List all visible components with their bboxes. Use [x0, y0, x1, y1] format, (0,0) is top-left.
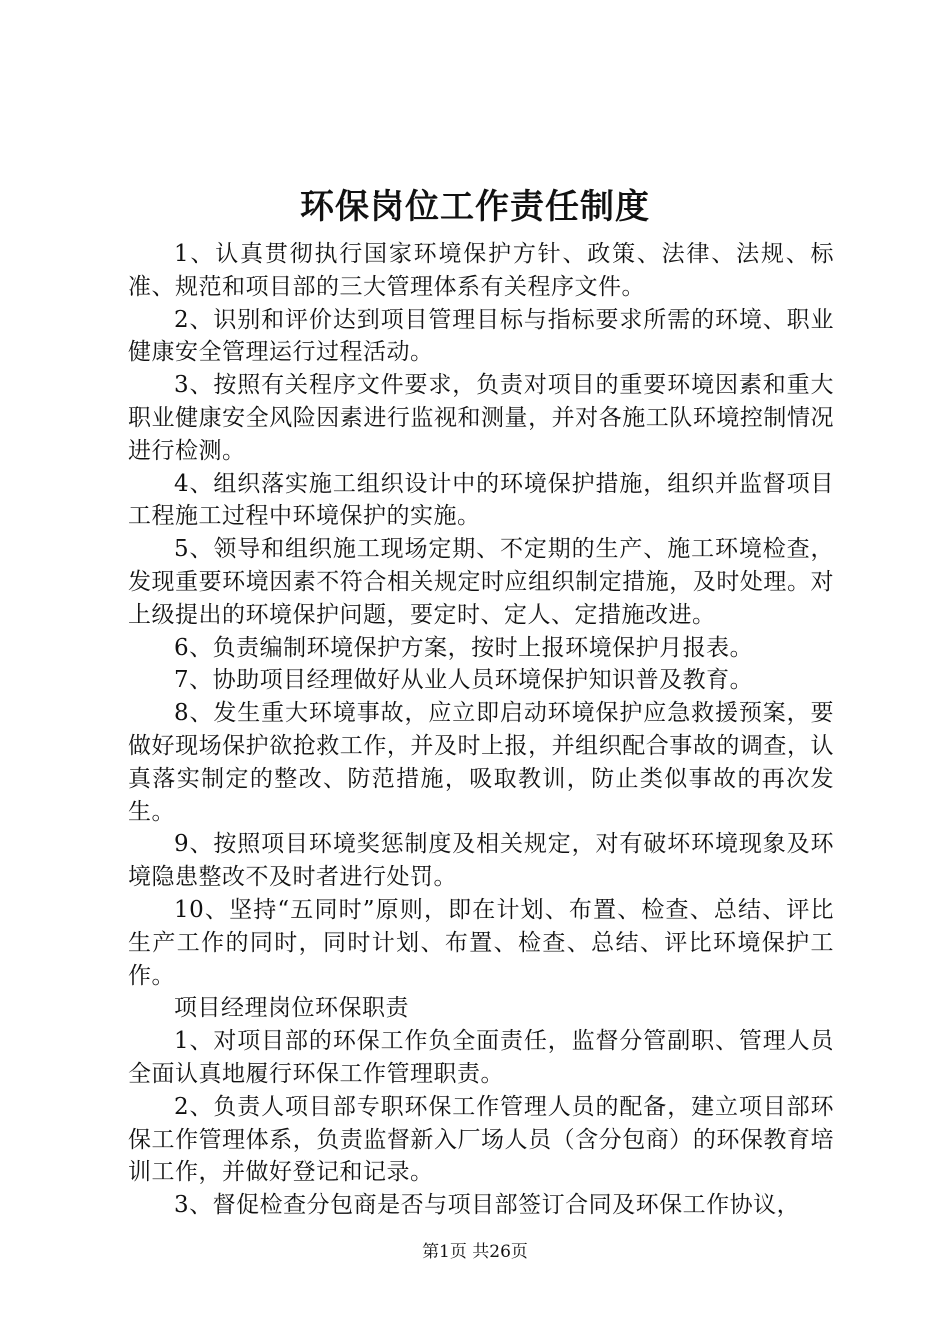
paragraph-6: 6、负责编制环境保护方案，按时上报环境保护月报表。 [174, 634, 754, 661]
paragraph-2: 2、识别和评价达到项目管理目标与指标要求所需的环境、职业健康安全管理运行过程活动。 [128, 306, 834, 366]
paragraph-1: 1、认真贯彻执行国家环境保护方针、政策、法律、法规、标准、规范和项目部的三大管理体系有关程序文件。 [128, 241, 834, 300]
paragraph-4: 4、组织落实施工组织设计中的环境保护措施，组织并监督项目工程施工过程中环境保护的实施。 [128, 470, 834, 530]
paragraph-5: 5、领导和组织施工现场定期、不定期的生产、施工环境检查，发现重要环境因素不符合相关规定时应组织制定措施，及时处理。对上级提出的环境保护问题，要定时、定人、定措施改进。 [128, 536, 834, 628]
document-title: 环保岗位工作责任制度 [300, 187, 650, 227]
paragraph-10: 10、坚持“五同时”原则，即在计划、布置、检查、总结、评比生产工作的同时，同时计划、布置、检查、总结、评比环境保护工作。 [128, 896, 834, 989]
paragraph-3: 3、按照有关程序文件要求，负责对项目的重要环境因素和重大职业健康安全风险因素进行监视和测量，并对各施工队环境控制情况进行检测。 [128, 372, 834, 464]
paragraph-9: 9、按照项目环境奖惩制度及相关规定，对有破坏环境现象及环境隐患整改不及时者进行处罚。 [128, 831, 834, 891]
page-number-footer: 第1页 共26页 [422, 1242, 528, 1262]
section-heading: 项目经理岗位环保职责 [174, 995, 409, 1022]
paragraph-13: 3、督促检查分包商是否与项目部签订合同及环保工作协议， [174, 1192, 801, 1219]
paragraph-11: 1、对项目部的环保工作负全面责任，监督分管副职、管理人员全面认真地履行环保工作管理职责。 [128, 1028, 834, 1087]
document-body [128, 238, 834, 1222]
paragraph-7: 7、协助项目经理做好从业人员环境保护知识普及教育。 [174, 667, 754, 694]
paragraph-12: 2、负责人项目部专职环保工作管理人员的配备，建立项目部环保工作管理体系，负责监督新入厂场人员（含分包商）的环保教育培训工作，并做好登记和记录。 [128, 1093, 834, 1186]
paragraph-8: 8、发生重大环境事故，应立即启动环境保护应急救援预案，要做好现场保护欲抢救工作，并及时上报，并组织配合事故的调查，认真落实制定的整改、防范措施，吸取教训，防止类似事故的再次发生。 [128, 700, 834, 825]
